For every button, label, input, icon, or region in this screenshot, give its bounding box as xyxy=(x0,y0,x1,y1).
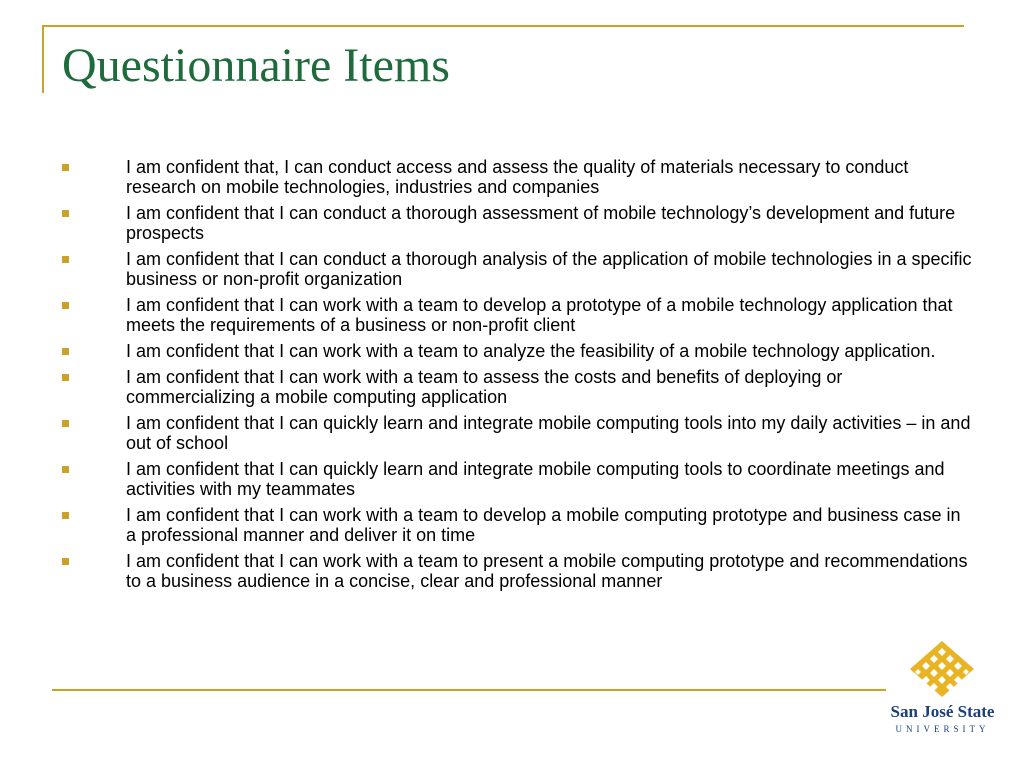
item-text: I am confident that I can work with a team to develop a prototype of a mobile technology application that meets the requirements of a business or non-profit client xyxy=(126,295,953,335)
item-text: I am confident that I can quickly learn and integrate mobile computing tools into my daily activities – in and out of school xyxy=(126,413,971,453)
sjsu-diamond-lattice-icon xyxy=(909,640,975,698)
list-item xyxy=(62,367,974,407)
list-item xyxy=(62,295,974,335)
university-logo xyxy=(885,640,1000,740)
item-text: I am confident that I can work with a team to develop a mobile computing prototype and business case in a professional manner and deliver it on time xyxy=(126,505,961,545)
bullet-icon xyxy=(62,558,69,565)
list-item xyxy=(62,157,974,197)
item-text: I am confident that I can conduct a thorough analysis of the application of mobile technologies in a specific business or non-profit organization xyxy=(126,249,972,289)
list-item xyxy=(62,249,974,289)
list-item xyxy=(62,413,974,453)
bullet-icon xyxy=(62,420,69,427)
item-text: I am confident that I can work with a team to analyze the feasibility of a mobile technology application. xyxy=(126,341,936,361)
top-rule xyxy=(42,25,964,27)
slide-title: Questionnaire Items xyxy=(62,39,450,92)
item-text: I am confident that I can conduct a thorough assessment of mobile technology’s development and future prospects xyxy=(126,203,956,243)
bullet-icon xyxy=(62,210,69,217)
bullet-icon xyxy=(62,164,69,171)
bullet-icon xyxy=(62,302,69,309)
item-text: I am confident that, I can conduct access and assess the quality of materials necessary to conduct research on mobile technologies, industries and companies xyxy=(126,157,909,197)
left-rule xyxy=(42,25,44,93)
bullet-icon xyxy=(62,512,69,519)
logo-name: San José State xyxy=(890,702,995,721)
item-text: I am confident that I can work with a team to assess the costs and benefits of deploying or commercializing a mobile computing application xyxy=(126,367,843,407)
list-item xyxy=(62,505,974,545)
bullet-icon xyxy=(62,348,69,355)
list-item xyxy=(62,203,974,243)
item-text: I am confident that I can quickly learn and integrate mobile computing tools to coordinate meetings and activities with my teammates xyxy=(126,459,945,499)
logo-subtitle: UNIVERSITY xyxy=(895,724,990,734)
list-item xyxy=(62,551,974,591)
list-item xyxy=(62,459,974,499)
questionnaire-list xyxy=(62,157,974,597)
bullet-icon xyxy=(62,466,69,473)
item-text: I am confident that I can work with a team to present a mobile computing prototype and recommendations to a business audience in a concise, clear and professional manner xyxy=(126,551,968,591)
bullet-icon xyxy=(62,374,69,381)
bottom-rule xyxy=(52,689,886,691)
list-item xyxy=(62,341,974,361)
bullet-icon xyxy=(62,256,69,263)
